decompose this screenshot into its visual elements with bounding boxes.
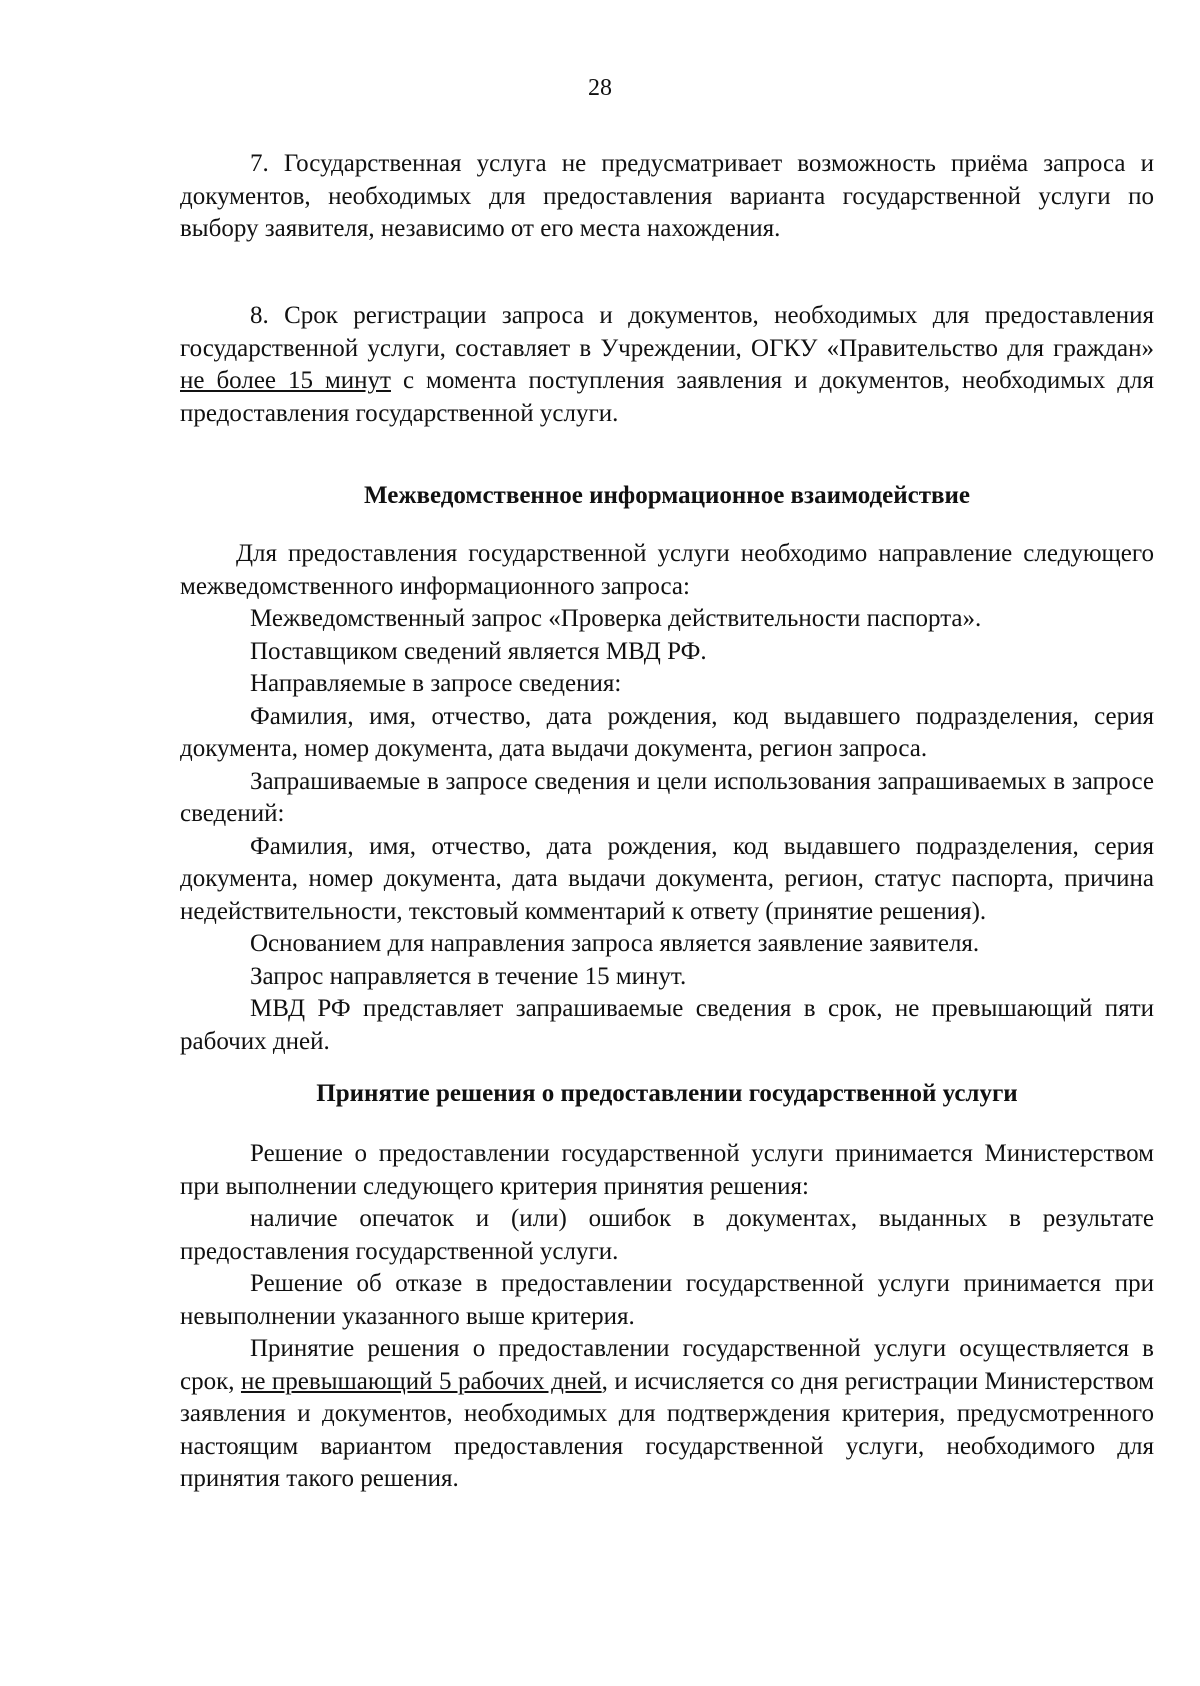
decision-criterion: наличие опечаток и (или) ошибок в документах, выданных в результате предоставления государственной услуги. xyxy=(180,1205,1154,1265)
request-basis: Основанием для направления запроса является заявление заявителя. xyxy=(250,930,980,957)
requested-data-items: Фамилия, имя, отчество, дата рождения, код выдавшего подразделения, серия документа, номер документа, дата выдачи документа, регион, статус паспорта, причина недействительности, текстовый комментарий к ответу (принятие решения). xyxy=(180,832,1154,925)
section-8 xyxy=(180,300,1154,430)
decision-term xyxy=(180,1333,1154,1496)
page-number: 28 xyxy=(588,75,612,101)
requested-data-label: Запрашиваемые в запросе сведения и цели использования запрашиваемых в запросе сведений: xyxy=(180,767,1154,827)
section-7-paragraph: 7. Государственная услуга не предусматривает возможность приёма запроса и документов, необходимых для предоставления варианта государственной услуги по выбору заявителя, независимо от его места нахождения. xyxy=(180,150,1154,242)
decision-term-end: , и исчисляется со дня регистрации Министерством заявления и документов, необходимых для подтверждения критерия, предусмотренного настоящим вариантом предоставления государственной услуги, необходимого для принятия такого решения. xyxy=(180,1367,1154,1492)
request-timing: Запрос направляется в течение 15 минут. xyxy=(250,962,687,990)
sent-data-label: Направляемые в запросе сведения: xyxy=(250,670,622,697)
section-8-paragraph xyxy=(180,300,1154,430)
interdepartmental-section xyxy=(180,538,1154,1058)
decision-criterion-intro: Решение о предоставлении государственной услуги принимается Министерством при выполнении следующего критерия принятия решения: xyxy=(180,1140,1154,1200)
section-8-deadline-underlined: не более 15 минут xyxy=(180,367,391,394)
decision-section xyxy=(180,1138,1154,1496)
request-name: Межведомственный запрос «Проверка действительности паспорта». xyxy=(250,605,982,632)
interdepartmental-intro: Для предоставления государственной услуги необходимо направление следующего межведомственного информационного запроса: xyxy=(180,540,1154,600)
decision-term-start: Принятие решения о предоставлении государственной услуги осуществляется в срок, xyxy=(180,1335,1154,1395)
section-8-text-end: с момента поступления заявления и документов, необходимых для предоставления государственной услуги. xyxy=(180,367,1154,427)
interdepartmental-heading: Межведомственное информационное взаимодействие xyxy=(364,482,970,509)
data-provider: Поставщиком сведений является МВД РФ. xyxy=(250,637,707,665)
decision-heading: Принятие решения о предоставлении государственной услуги xyxy=(316,1080,1018,1107)
section-7 xyxy=(180,148,1154,246)
sent-data-items: Фамилия, имя, отчество, дата рождения, код выдавшего подразделения, серия документа, номер документа, дата выдачи документа, регион запроса. xyxy=(180,702,1154,762)
decision-deadline-underlined: не превышающий 5 рабочих дней xyxy=(240,1367,602,1395)
response-term: МВД РФ представляет запрашиваемые сведения в срок, не превышающий пяти рабочих дней. xyxy=(180,995,1154,1055)
refusal-rule: Решение об отказе в предоставлении государственной услуги принимается при невыполнении указанного выше критерия. xyxy=(180,1270,1154,1330)
section-8-text-start: 8. Срок регистрации запроса и документов, необходимых для предоставления государственной услуги, составляет в Учреждении, ОГКУ «Правительство для граждан» xyxy=(180,302,1154,362)
